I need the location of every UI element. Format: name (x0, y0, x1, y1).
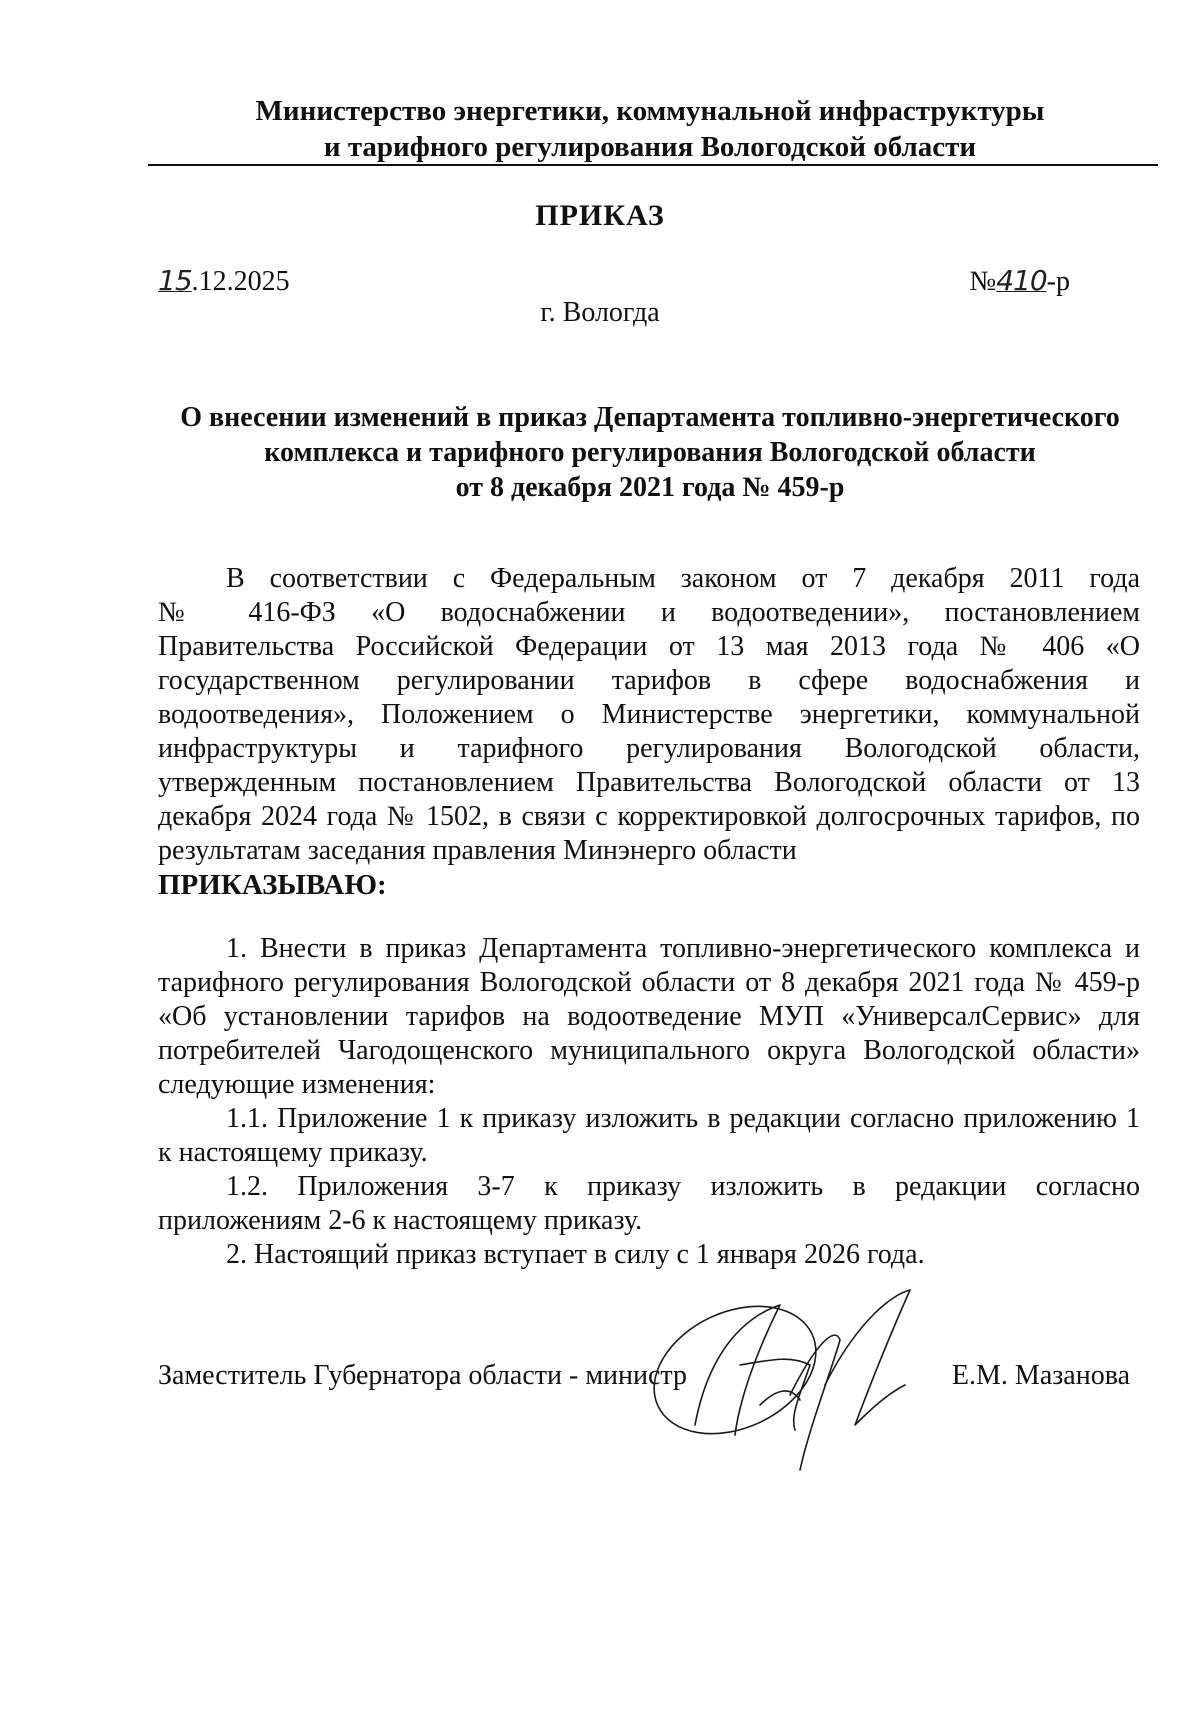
preamble-line: инфраструктуры и тарифного регулирования Вологодской области, (158, 733, 1140, 764)
header-rule (148, 164, 1158, 166)
item-line: к настоящему приказу. (158, 1137, 428, 1168)
item-line: потребителей Чагодощенского муниципального округа Вологодской области» (158, 1035, 1140, 1066)
preamble-line: утвержденным постановлением Правительства Вологодской области от 13 (158, 767, 1140, 798)
ministry-name-line-2: и тарифного регулирования Вологодской области (323, 131, 977, 163)
preamble-line: Правительства Российской Федерации от 13 мая 2013 года № 406 «О (158, 631, 1140, 662)
date-rest: .12.2025 (191, 266, 290, 297)
handwritten-day: 15 (158, 264, 192, 297)
preamble-line: водоотведения», Положением о Министерстве энергетики, коммунальной (158, 699, 1140, 730)
number-suffix: -р (1046, 266, 1070, 297)
subject-line-3: от 8 декабря 2021 года № 459-р (455, 472, 845, 503)
item-line: следующие изменения: (158, 1069, 436, 1100)
document-city: г. Вологда (540, 297, 660, 328)
subject-line-2: комплекса и тарифного регулирования Вологодской области (264, 437, 1036, 468)
item-line: тарифного регулирования Вологодской области от 8 декабря 2021 года № 459-р (158, 967, 1140, 998)
item-line: 2. Настоящий приказ вступает в силу с 1 января 2026 года. (226, 1239, 925, 1270)
item-line: 1. Внести в приказ Департамента топливно-энергетического комплекса и (226, 933, 1140, 964)
item-line: 1.1. Приложение 1 к приказу изложить в редакции согласно приложению 1 (226, 1103, 1140, 1134)
preamble-line: государственном регулировании тарифов в сфере водоснабжения и (158, 665, 1140, 696)
preamble-line: № 416-ФЗ «О водоснабжении и водоотведении», постановлением (158, 597, 1140, 628)
document-number (970, 264, 1071, 298)
preamble-line: декабря 2024 года № 1502, в связи с корректировкой долгосрочных тарифов, по (158, 801, 1140, 832)
handwritten-number: 410 (996, 264, 1047, 297)
subject-line-1: О внесении изменений в приказ Департамента топливно-энергетического (180, 402, 1120, 433)
handwritten-signature (640, 1285, 940, 1485)
order-word: ПРИКАЗЫВАЮ: (158, 869, 387, 901)
number-prefix: № (969, 266, 997, 297)
document-type-title: ПРИКАЗ (535, 199, 665, 232)
item-line: 1.2. Приложения 3-7 к приказу изложить в редакции согласно (226, 1171, 1140, 1202)
item-line: приложениям 2-6 к настоящему приказу. (158, 1205, 643, 1236)
signatory-name: Е.М. Мазанова (951, 1360, 1130, 1391)
signatory-position: Заместитель Губернатора области - министр (158, 1360, 687, 1391)
preamble-line: В соответствии с Федеральным законом от 7 декабря 2011 года (226, 563, 1140, 594)
document-date (158, 264, 290, 298)
preamble-line: результатам заседания правления Минэнерго области (158, 835, 797, 866)
item-line: «Об установлении тарифов на водоотведение МУП «УниверсалСервис» для (158, 1001, 1140, 1032)
ministry-name-line-1: Министерство энергетики, коммунальной инфраструктуры (255, 95, 1045, 127)
